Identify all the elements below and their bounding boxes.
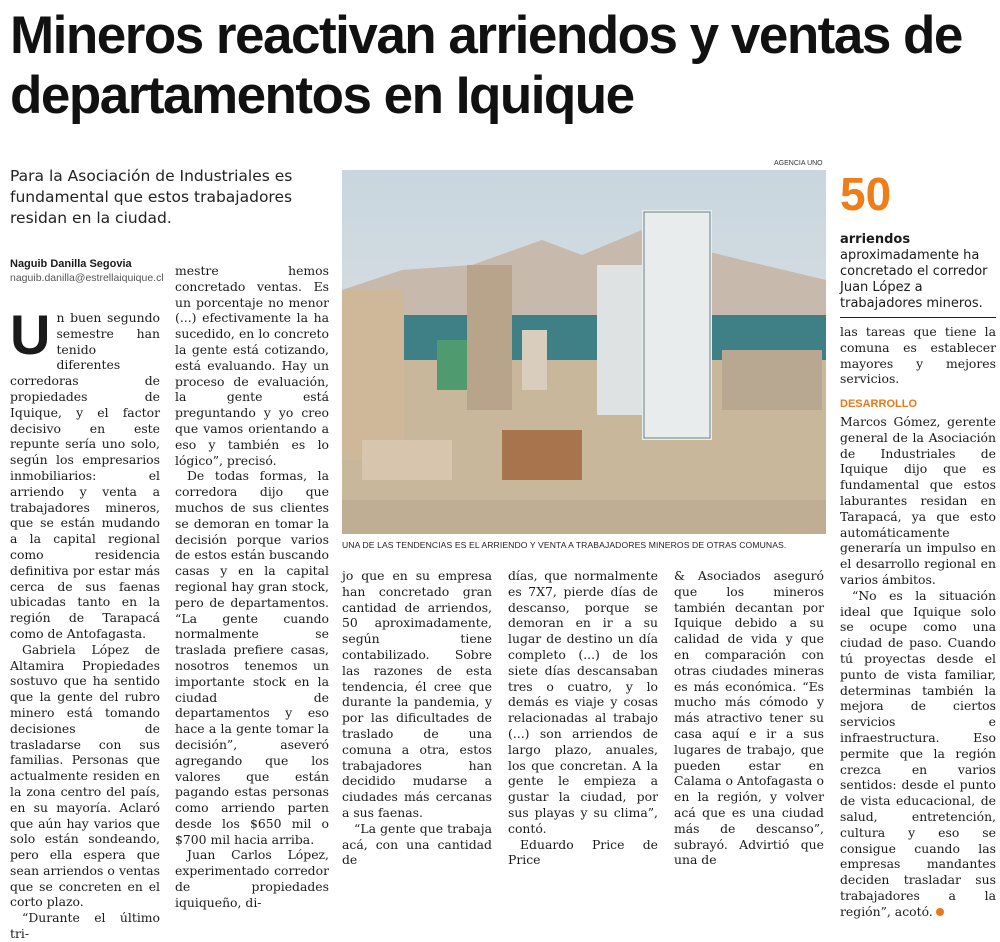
column-1 [10,303,160,942]
paragraph: Marcos Gómez, gerente general de la Asociación de Industriales de Iquique dijo que es fundamental que estos laburantes residan en Tarapacá, ya que esto automáticamente generaría un impulso en el desarrollo regional en varios ámbitos. [840,413,996,587]
paragraph: “La gente que trabaja acá, con una cantidad de [342,820,492,868]
subhead: Para la Asociación de Industriales es fundamental que estos trabajadores residan en la ciudad. [10,167,293,227]
paragraph: Juan Carlos López, experimentado corredor de propiedades iquiqueño, di- [175,847,329,910]
headline: Mineros reactivan arriendos y ventas de departamentos en Iquique [10,6,962,125]
paragraph: días, que normalmente es 7X7, pierde días de descanso, porque se demoran en ir a su lugar de destino un día completo (...) de los siete días descansaban tres o cuatro, y lo demás es viaje y cosas relacionadas al trabajo (...) son arriendos de largo plazo, anuales, los que concretan. A la gente le empieza a gustar la ciudad, por sus playas y su clima”, contó. [508,568,658,836]
paragraph: las tareas que tiene la comuna es establecer mayores y mejores servicios. [840,324,996,387]
photo-caption: UNA DE LAS TENDENCIAS ES EL ARRIENDO Y VENTA A TRABAJADORES MINEROS DE OTRAS COMUNAS. [342,540,787,550]
section-heading: DESARROLLO [840,398,917,411]
column-5 [674,568,824,868]
paragraph: Eduardo Price de Price [508,836,658,868]
fact-bold: arriendos [840,232,911,247]
paragraph: & Asociados aseguró que los mineros también decantan por Iquique debido a su calidad de vida y que en comparación con otras ciudades mineras es más económica. “Es mucho más cómodo y más atractivo tener su casa aquí e ir a sus lugares de trabajo, que pueden estar en Calama o Antofagasta o en la región, y volver acá que es una ciudad más de descanso”, subrayó. Advirtió que una de [674,568,824,868]
paragraph [840,588,996,920]
fact-body: aproximadamente ha concretado el corredor Juan López a trabajadores mineros. [840,248,988,311]
fact-text [840,232,996,312]
end-mark-icon [936,908,944,916]
column-6 [840,324,996,919]
fact-number: 50 [840,168,892,220]
paragraph: n buen segundo semestre han tenido diferentes corredoras de propiedades de Iquique, y el factor decisivo en este repunte sería uno solo, según los empresarios inmobiliarios: el arriendo y venta a trabajadores mineros, que se están mudando a la capital regional como residencia definitiva por estar más cerca de sus faenas ubicadas tanto en la región de Tarapacá como de Antofagasta. [10,310,160,641]
photo-credit: AGENCIA UNO [774,160,823,167]
paragraph: “Durante el último tri- [10,910,160,942]
author-email: naguib.danilla@estrellaiquique.cl [10,272,164,284]
author-name: Naguib Danilla Segovia [10,258,132,270]
closing-paragraph: “No es la situación ideal que Iquique solo se ocupe como una ciudad de paso. Cuando tú proyectas desde el punto de vista familiar, determinas también la mejora de ciertos servicios e infraestructura. Eso permite que la región crezca en varios sentidos: desde el punto de vista educacional, de salud, entretención, cultura y eso se consigue cuando las empresas mandantes deciden trasladar sus trabajadores a la región”, acotó. [840,587,996,919]
paragraph: mestre hemos concretado ventas. Es un porcentaje no menor (...) efectivamente la ha sucedido, en lo concreto la gente está cotizando, está evaluando. Hay un proceso de evaluación, la gente está preguntando y yo creo que vamos orientando a eso y también es lo lógico”, precisó. [175,263,329,468]
paragraph: Gabriela López de Altamira Propiedades sostuvo que ha sentido que la gente del rubro minero está tomando decisiones de trasladarse con sus familias. Personas que actualmente residen en la zona centro del país, en su mayoría. Aclaró que aún hay varios que solo están sondeando, pero ella espera que sean arriendos o ventas que se concreten en el corto plazo. [10,641,160,910]
column-3 [342,568,492,868]
paragraph: De todas formas, la corredora dijo que muchos de sus clientes se demoran en tomar la decisión porque varios de estos están buscando casas y en la capital regional hay gran stock, pero de departamentos. “La gente cuando normalmente se traslada prefiere casas, nosotros tenemos un importante stock en la ciudad de departamentos y eso hace a la gente tomar la decisión”, aseveró agregando que los valores que están pagando estas personas como arriendo parten desde los $650 mil o $700 mil hacia arriba. [175,468,329,847]
factbox-divider [840,317,996,318]
paragraph: jo que en su empresa han concretado gran cantidad de arriendos, 50 aproximadamente, según tiene contabilizado. Sobre las razones de esta tendencia, él cree que durante la pandemia, y por las dificultades de traslado de una comuna a otra, estos trabajadores han decidido mudarse a ciudades más cercanas a sus faenas. [342,568,492,820]
column-2 [175,263,329,911]
drop-cap: U [10,303,51,366]
city-photo [342,170,826,534]
column-4 [508,568,658,868]
